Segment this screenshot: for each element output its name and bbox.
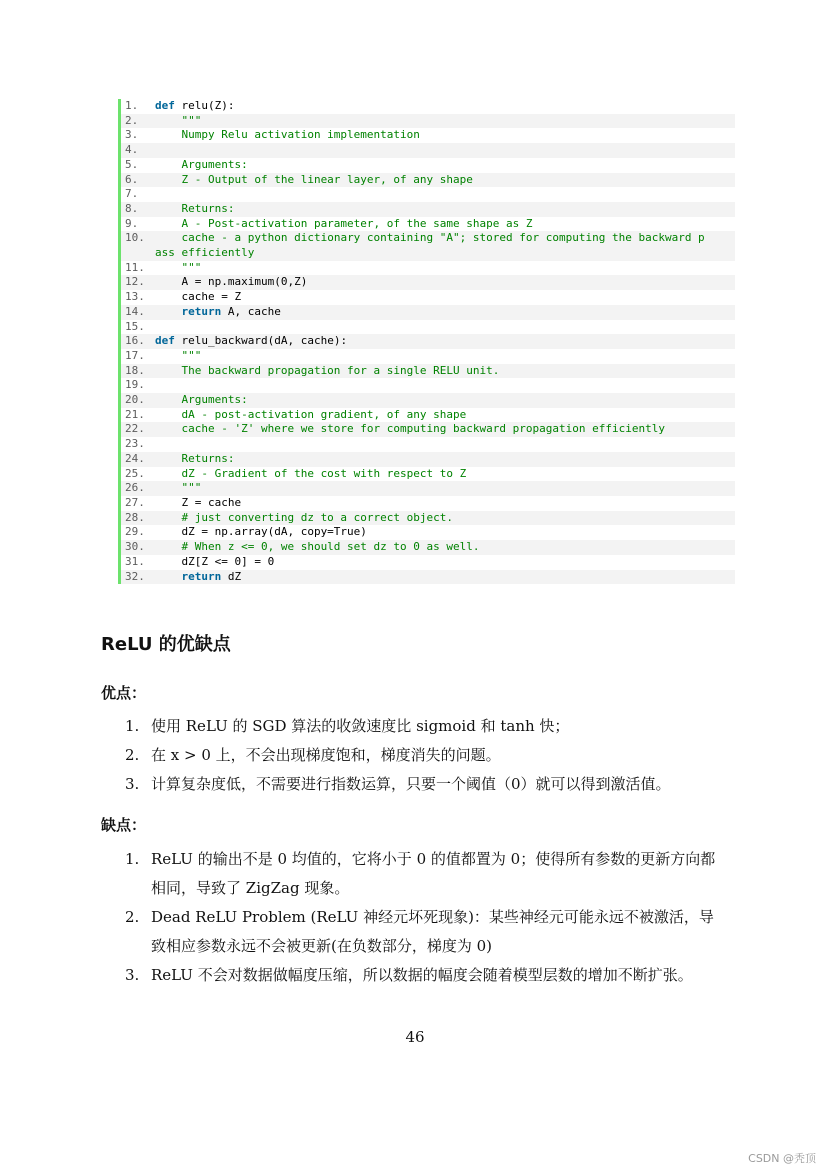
line-number: 11. [125,260,145,274]
cons-heading: 缺点： [101,816,147,834]
list-item-number: 2. [125,746,140,764]
code-line [121,378,735,393]
line-number: 29. [125,525,145,539]
line-number: 23. [125,437,145,451]
code-string: The backward propagation for a single RELU unit. [155,363,500,377]
code-string: dA - post-activation gradient, of any shape [155,407,467,421]
code-text [155,187,735,202]
code-line [121,334,735,349]
line-number: 17. [125,348,145,362]
code-text [155,275,735,290]
code-line [121,349,735,364]
code-token: dZ = np.array(dA, copy=True) [155,525,367,539]
code-token: dZ[Z <= 0] = 0 [155,554,275,568]
line-number: 25. [125,466,145,480]
code-line [121,305,735,320]
line-number: 28. [125,510,145,524]
line-number: 21. [125,407,145,421]
code-line [121,202,735,217]
section-title: ReLU 的优缺点 [101,634,231,655]
code-line [121,158,735,173]
code-text [155,452,735,467]
code-line [121,114,735,129]
list-item [125,741,725,770]
list-item [125,845,725,903]
code-text [155,99,735,114]
list-item-number: 2. [125,908,140,926]
code-text [155,305,735,320]
line-number: 13. [125,290,145,304]
code-line [121,364,735,379]
line-number: 8. [125,201,139,215]
code-block [118,99,735,584]
line-number: 2. [125,113,139,127]
code-line [121,275,735,290]
code-text [155,540,735,555]
line-number: 32. [125,569,145,583]
line-number: 6. [125,172,139,186]
code-text [155,231,735,260]
list-item-text: ReLU 不会对数据做幅度压缩，所以数据的幅度会随着模型层数的增加不断扩张。 [151,966,693,984]
code-text [155,217,735,232]
code-line [121,422,735,437]
code-text [155,290,735,305]
code-text [155,349,735,364]
line-number: 12. [125,275,145,289]
line-number: 4. [125,143,139,157]
code-text [155,555,735,570]
code-line [121,467,735,482]
code-string: Z - Output of the linear layer, of any shape [155,172,473,186]
code-string: """ [155,348,202,362]
code-string: """ [155,260,202,274]
code-line [121,496,735,511]
code-text [155,481,735,496]
code-text [155,570,735,585]
list-item-number: 3. [125,966,140,984]
code-text [155,143,735,158]
code-text [155,496,735,511]
watermark: CSDN @秃顶 [748,1152,816,1165]
code-text [155,437,735,452]
code-token: relu_backward(dA, cache): [174,334,348,348]
code-line [121,290,735,305]
line-number: 7. [125,187,139,201]
code-text [155,525,735,540]
pros-heading: 优点： [101,684,147,702]
list-item-text: ReLU 的输出不是 0 均值的，它将小于 0 的值都置为 0；使得所有参数的更新方向都相同，导致了 ZigZag 现象。 [151,850,716,897]
code-keyword: return [181,304,222,318]
code-string: # just converting dz to a correct object. [155,510,454,524]
code-text [155,511,735,526]
list-item [125,770,725,799]
line-number: 31. [125,554,145,568]
code-text [155,173,735,188]
cons-list [125,845,725,990]
line-number: 5. [125,157,139,171]
code-line [121,320,735,335]
code-text [155,364,735,379]
line-number: 30. [125,540,145,554]
code-text [155,261,735,276]
pros-list [125,712,725,799]
code-text [155,320,735,335]
code-string: """ [155,481,202,495]
code-line [121,570,735,585]
line-number: 16. [125,334,145,348]
line-number: 15. [125,319,145,333]
code-line [121,481,735,496]
line-number: 27. [125,495,145,509]
line-number: 3. [125,128,139,142]
list-item-text: Dead ReLU Problem (ReLU 神经元坏死现象)：某些神经元可能永远不被激活，导致相应参数永远不会被更新(在负数部分，梯度为 0) [151,908,714,955]
list-item [125,903,725,961]
code-token: A, cache [221,304,281,318]
code-text [155,128,735,143]
code-keyword: return [181,569,222,583]
code-line [121,452,735,467]
code-string: cache - a python dictionary containing "A"; stored for computing the backward p ass efficiently [155,231,705,260]
code-line [121,231,735,260]
code-text [155,158,735,173]
list-item-text: 计算复杂度低，不需要进行指数运算，只要一个阈值（0）就可以得到激活值。 [151,775,671,793]
code-line [121,437,735,452]
code-text [155,467,735,482]
code-text [155,378,735,393]
line-number: 22. [125,422,145,436]
list-item-number: 1. [125,850,140,868]
list-item-text: 在 x > 0 上，不会出现梯度饱和，梯度消失的问题。 [151,746,501,764]
line-number: 20. [125,393,145,407]
line-number: 19. [125,378,145,392]
line-number: 9. [125,216,139,230]
code-keyword: def [155,334,175,348]
list-item-number: 1. [125,717,140,735]
code-text [155,114,735,129]
line-number: 18. [125,363,145,377]
code-token: cache = Z [155,290,242,304]
code-text [155,408,735,423]
code-line [121,99,735,114]
code-token: A = np.maximum(0,Z) [155,275,308,289]
code-token [155,570,182,583]
code-line [121,261,735,276]
line-number: 10. [125,231,145,245]
line-number: 24. [125,451,145,465]
line-number: 26. [125,481,145,495]
code-string: Numpy Relu activation implementation [155,128,420,142]
list-item-number: 3. [125,775,140,793]
code-string: dZ - Gradient of the cost with respect to Z [155,466,467,480]
list-item-text: 使用 ReLU 的 SGD 算法的收敛速度比 sigmoid 和 tanh 快； [151,717,570,735]
line-number: 1. [125,99,139,112]
code-line [121,187,735,202]
code-string: # When z <= 0, we should set dz to 0 as well. [155,540,480,554]
code-string: """ [155,113,202,127]
code-line [121,511,735,526]
code-line [121,128,735,143]
code-token: relu(Z): [174,99,235,112]
code-line [121,408,735,423]
code-string: Arguments: [155,393,248,407]
code-string: Returns: [155,451,235,465]
code-line [121,555,735,570]
code-line [121,393,735,408]
code-keyword: def [155,99,175,112]
code-string: Returns: [155,201,235,215]
code-text [155,393,735,408]
code-token: dZ [221,569,242,583]
code-string: cache - 'Z' where we store for computing backward propagation efficiently [155,422,665,436]
code-string: Arguments: [155,157,248,171]
code-line [121,173,735,188]
line-number: 14. [125,304,145,318]
code-text [155,202,735,217]
page-number: 46 [405,1028,425,1046]
code-text [155,422,735,437]
code-line [121,143,735,158]
code-line [121,525,735,540]
code-token: Z = cache [155,495,242,509]
code-line [121,540,735,555]
code-token [155,305,182,318]
code-string: A - Post-activation parameter, of the same shape as Z [155,216,533,230]
list-item [125,712,725,741]
code-line [121,217,735,232]
code-text [155,334,735,349]
list-item [125,961,725,990]
